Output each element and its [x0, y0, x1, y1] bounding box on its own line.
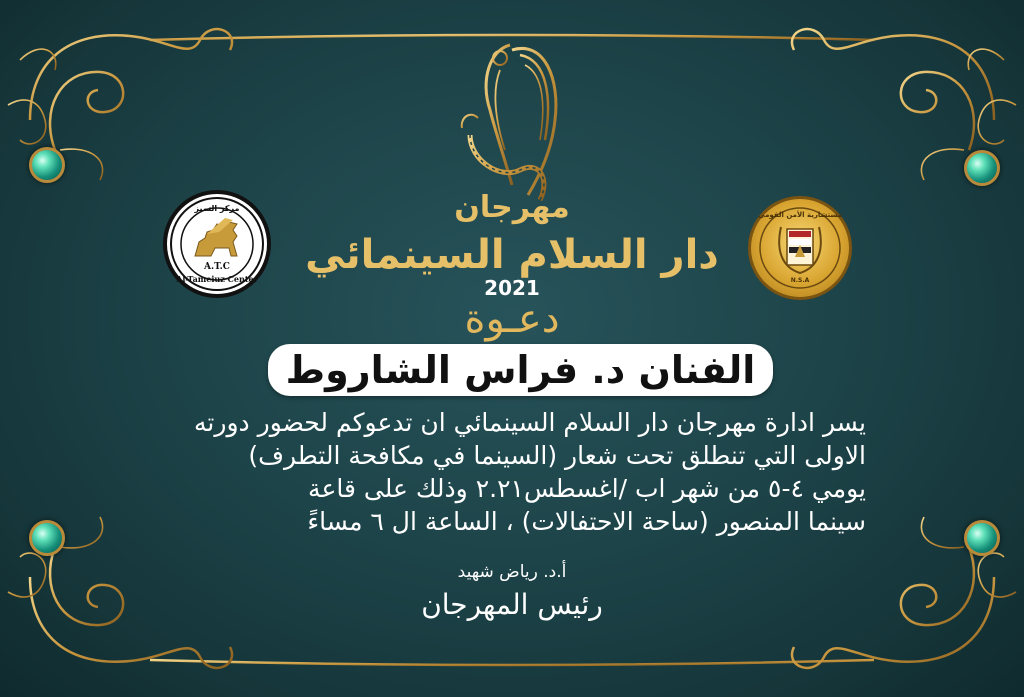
signatory-name: أ.د. رياض شهيد — [457, 562, 567, 582]
festival-word: مهرجان — [454, 190, 570, 225]
body-line-3: يومي ٤-٥ من شهر اب /اغسطس٢.٢١ وذلك على قاعة — [308, 474, 866, 503]
signatory-title: رئيس المهرجان — [421, 588, 603, 621]
body-line-1: يسر ادارة مهرجان دار السلام السينمائي ان تدعوكم لحضور دورته — [194, 408, 866, 437]
logo-left-ring-text: Al-Tameiuz Center — [176, 274, 258, 284]
gem-bottom-left — [29, 520, 65, 556]
recipient-name: الفنان د. فراس الشاروط — [285, 348, 756, 392]
logo-right-initials: N.S.A — [790, 277, 810, 284]
invitation-title: دعـوة — [464, 296, 560, 342]
body-line-4: سينما المنصور (ساحة الاحتفالات) ، الساعة ال ٦ مساءً — [307, 507, 866, 536]
gem-top-right — [964, 150, 1000, 186]
angel-statue-icon — [462, 45, 556, 200]
festival-year: 2021 — [484, 276, 540, 300]
logo-left-initials: A.T.C — [204, 262, 230, 272]
logo-right-ring-text: مستشارية الأمن القومي — [758, 211, 842, 219]
logo-left-top-text: مركز التميز — [194, 204, 240, 213]
invitation-body — [158, 406, 866, 538]
gem-top-left — [29, 147, 65, 183]
body-line-2: الاولى التي تنطلق تحت شعار (السينما في مكافحة التطرف) — [248, 441, 866, 470]
gem-bottom-right — [964, 520, 1000, 556]
festival-name: دار السلام السينمائي — [305, 232, 719, 278]
recipient-name-box — [268, 344, 773, 396]
